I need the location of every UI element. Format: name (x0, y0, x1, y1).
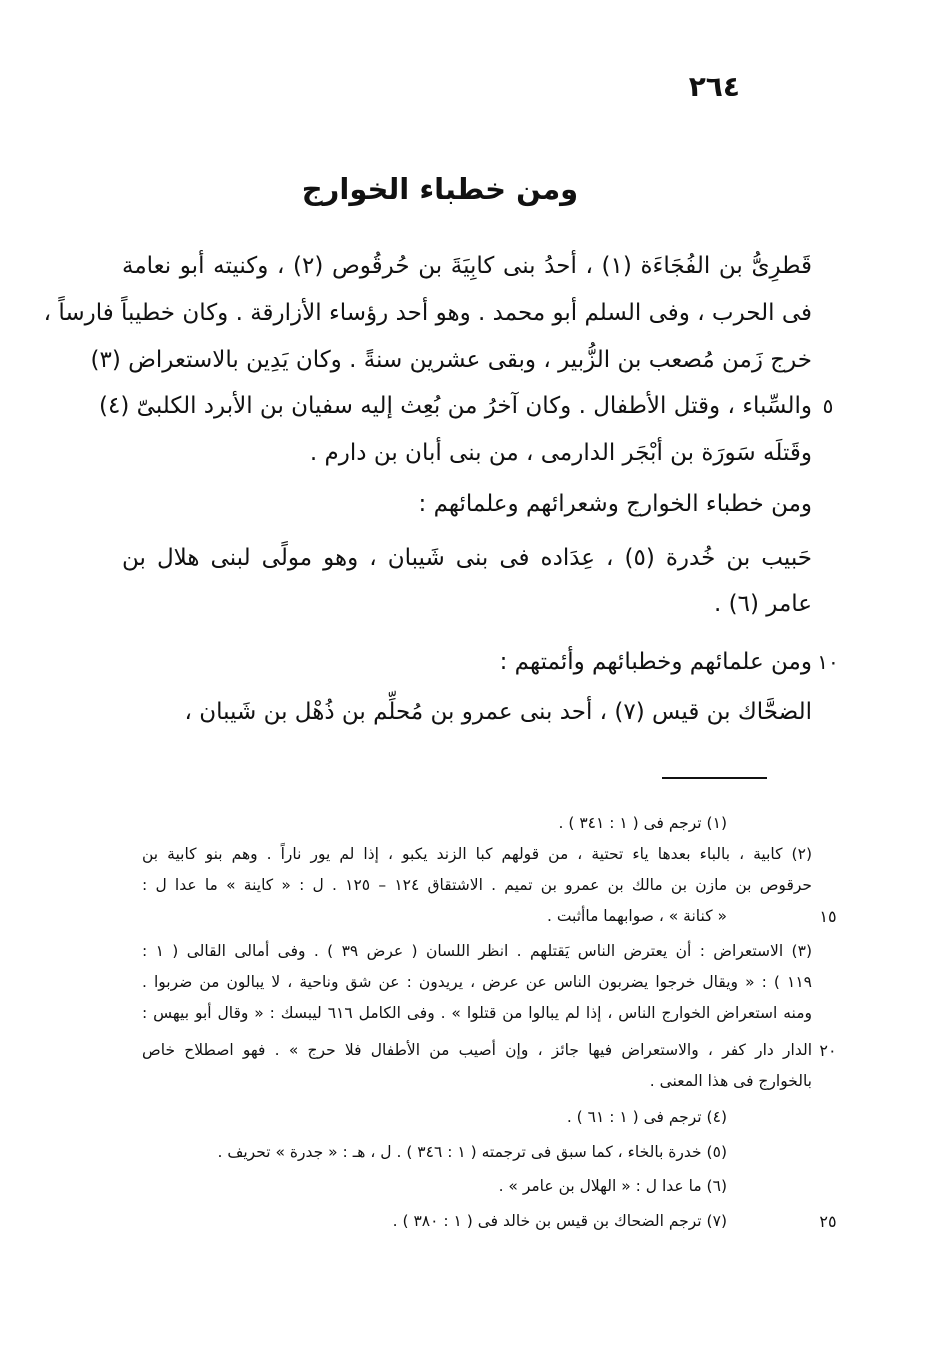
body-line: حَبيب بن خُدرة (٥) ، عِدَاده فى بنى شَيبان ، وهو مولًى لبنى هلال بن (122, 545, 812, 571)
footnote-divider (662, 777, 767, 779)
section-title: ومن خطباء الخوارج (301, 172, 579, 206)
page-number: ٢٦٤ (688, 70, 740, 103)
footnote-line: (٢) كابية ، بالباء بعدها ياء تحتية ، من قولهم كبا الزند يكبو ، إذا لم يور ناراً . وهم بنو كابية بن (142, 845, 812, 863)
body-line: الضحَّاك بن قيس (٧) ، أحد بنى عمرو بن مُحلِّم بن ذُهْل بن شَيبان ، (184, 699, 812, 725)
footnote-line: (٥) خدرة بالخاء ، كما سبق فى ترجمته ( ١ : ٣٤٦ ) . ل ، هـ : « جدرة » تحريف . (217, 1143, 727, 1161)
body-line: وقَتلَه سَورَة بن أبْجَر الدارمى ، من بنى أبان بن دارم . (309, 440, 812, 466)
line-number: ٥ (822, 394, 834, 418)
body-line: ومن خطباء الخوارج وشعرائهم وعلمائهم : (418, 491, 812, 517)
footnote-line: بالخوارج فى هذا المعنى . (649, 1072, 812, 1090)
footnote-line: (٣) الاستعراض : أن يعترض الناس يَقتلهم . انظر اللسان ( عرض ٣٩ ) . وفى أمالى القالى ( ١ : (142, 942, 812, 960)
line-number: ٢٥ (819, 1212, 837, 1231)
footnote-line: (١) ترجم فى ( ١ : ٣٤١ ) . (558, 814, 727, 832)
footnote-line: (٧) ترجم الضحاك بن قيس بن خالد فى ( ١ : ٣٨٠ ) . (392, 1212, 727, 1230)
body-line: ومن علمائهم وخطبائهم وأئمتهم : (499, 649, 812, 675)
footnote-line: الدار دار كفر ، والاستعراض فيها جائز ، وإن أصيب من الأطفال فلا حرج » . فهو اصطلاح خاص (142, 1041, 812, 1059)
body-line: عامر (٦) . (714, 591, 812, 617)
footnote-line: ومنه استعراض الخوارج الناس ، إذا لم يبالوا من قتلوا » . وفى الكامل ٦١٦ ليبسك : « وقال أبو بيهس : (142, 1004, 812, 1022)
footnote-line: (٦) ما عدا ل : « الهلال بن عامر » . (498, 1177, 727, 1195)
line-number: ٢٠ (819, 1041, 837, 1060)
body-line: والسِّباء ، وقتل الأطفال . وكان آخرُ من بُعِث إليه سفيان بن الأبرد الكلبىّ (٤) (99, 393, 812, 419)
line-number: ١٠ (817, 650, 839, 674)
footnote-line: (٤) ترجم فى ( ١ : ٦١ ) . (566, 1108, 727, 1126)
body-line: قَطرِىُّ بن الفُجَاءَة (١) ، أحدُ بنى كابِيَةَ بن حُرقُوص (٢) ، وكنيته أبو نعامة (122, 253, 812, 279)
body-line: فى الحرب ، وفى السلم أبو محمد . وهو أحد رؤساء الأزارقة . وكان خطيباً فارساً ، (43, 300, 812, 326)
footnote-line: حرقوص بن مازن بن مالك بن عمرو بن تميم . الاشتقاق ١٢٤ – ١٢٥ . ل : « كاينة » ما عدا ل : (142, 876, 812, 894)
footnote-line: « كنانة » ، صوابهما ماأثبت . (546, 907, 727, 925)
line-number: ١٥ (819, 907, 837, 926)
body-line: خرج زَمن مُصعب بن الزُّبير ، وبقى عشرين سنةً . وكان يَدِين بالاستعراض (٣) (90, 347, 812, 373)
footnote-line: ١١٩ ) : « ويقال خرجوا يضربون الناس عن عرض ، يريدون : عن شق وناحية ، لا يبالون من ضربوا . (142, 973, 812, 991)
